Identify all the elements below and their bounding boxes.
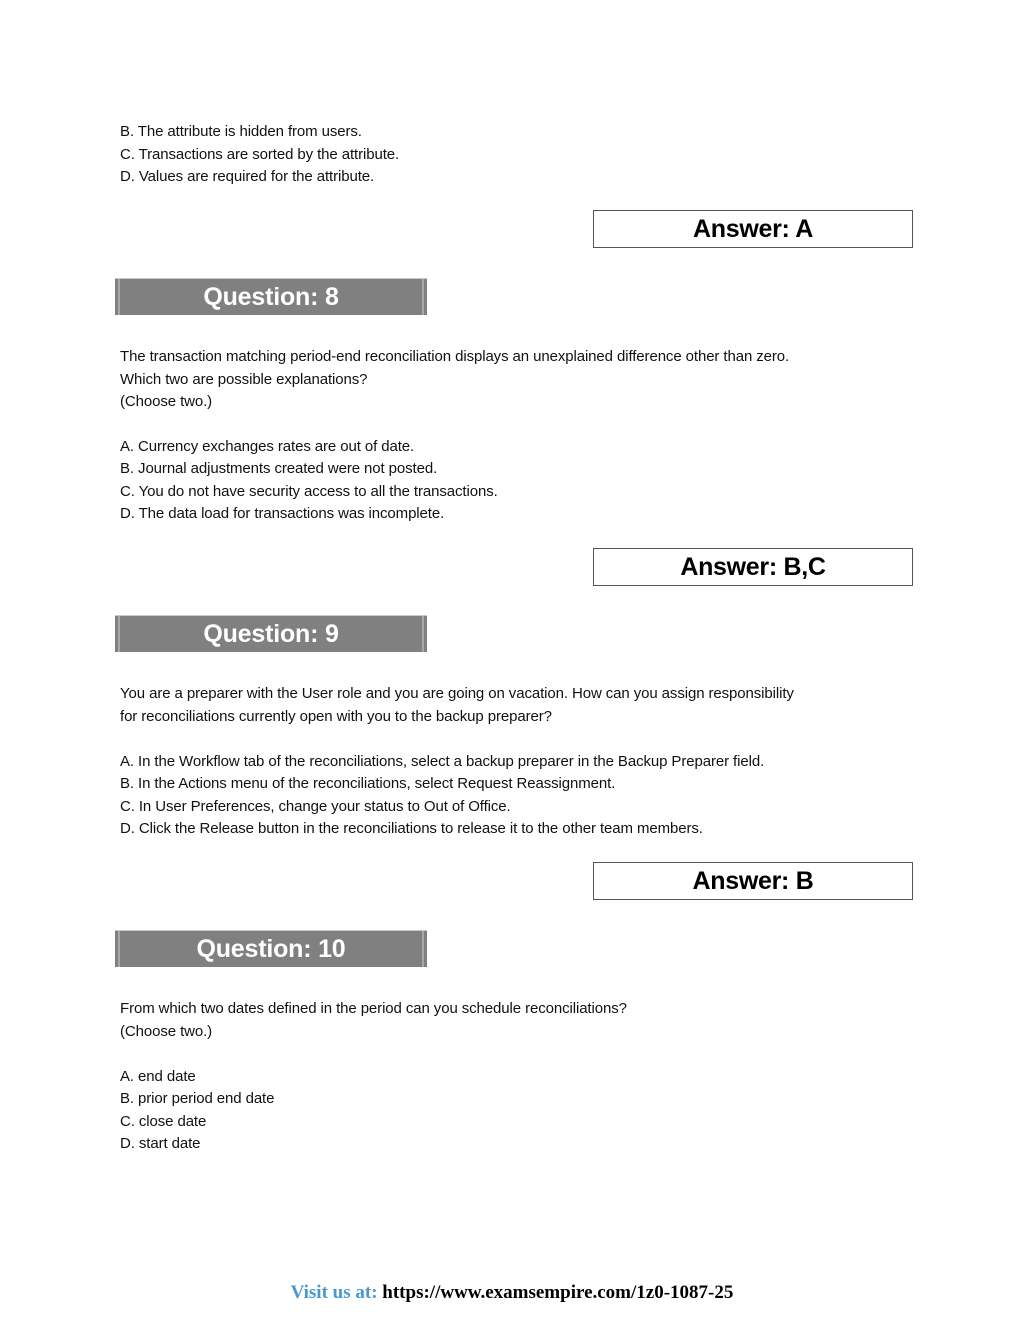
footer-label: Visit us at: <box>290 1282 378 1303</box>
divider <box>118 931 120 967</box>
option-c: C. Transactions are sorted by the attribute. <box>120 146 400 163</box>
question-header-8 <box>115 279 427 315</box>
option-d: D. The data load for transactions was incomplete. <box>120 505 445 522</box>
answer-text: Answer: A <box>692 214 813 243</box>
option-c: C. close date <box>120 1113 207 1130</box>
question-text: From which two dates defined in the period can you schedule reconciliations? <box>120 1000 627 1017</box>
question-text: (Choose two.) <box>120 1023 213 1040</box>
option-d: D. Values are required for the attribute. <box>120 168 375 185</box>
divider <box>422 279 424 315</box>
answer-box-q7 <box>593 210 913 248</box>
question-header-9 <box>115 616 427 652</box>
answer-text: Answer: B <box>692 866 814 895</box>
option-c: C. You do not have security access to all the transactions. <box>120 483 498 500</box>
answer-box-q8 <box>593 548 913 586</box>
divider <box>422 931 424 967</box>
option-a: A. end date <box>120 1068 196 1085</box>
question-header-10 <box>115 931 427 967</box>
option-b: B. The attribute is hidden from users. <box>120 123 362 140</box>
answer-box-q9 <box>593 862 913 900</box>
question-text: You are a preparer with the User role and you are going on vacation. How can you assign responsibility <box>120 685 794 702</box>
divider <box>422 616 424 652</box>
divider <box>115 930 427 931</box>
option-a: A. In the Workflow tab of the reconciliations, select a backup preparer in the Backup Preparer field. <box>120 753 765 770</box>
divider <box>118 279 120 315</box>
footer <box>0 1282 1024 1304</box>
question-title: Question: 8 <box>203 282 339 311</box>
divider <box>118 616 120 652</box>
option-d: D. start date <box>120 1135 201 1152</box>
option-a: A. Currency exchanges rates are out of date. <box>120 438 415 455</box>
option-d: D. Click the Release button in the reconciliations to release it to the other team members. <box>120 820 703 837</box>
option-b: B. Journal adjustments created were not posted. <box>120 460 438 477</box>
question-title: Question: 9 <box>203 619 339 648</box>
divider <box>115 278 427 279</box>
footer-url-link[interactable]: https://www.examsempire.com/1z0-1087-25 <box>382 1282 734 1303</box>
answer-text: Answer: B,C <box>680 552 826 581</box>
question-text: (Choose two.) <box>120 393 213 410</box>
divider <box>115 615 427 616</box>
option-b: B. In the Actions menu of the reconciliations, select Request Reassignment. <box>120 775 616 792</box>
option-b: B. prior period end date <box>120 1090 275 1107</box>
question-title: Question: 10 <box>196 934 346 963</box>
question-text: Which two are possible explanations? <box>120 371 368 388</box>
option-c: C. In User Preferences, change your status to Out of Office. <box>120 798 511 815</box>
question-text: The transaction matching period-end reconciliation displays an unexplained difference other than zero. <box>120 348 790 365</box>
question-text: for reconciliations currently open with you to the backup preparer? <box>120 708 552 725</box>
